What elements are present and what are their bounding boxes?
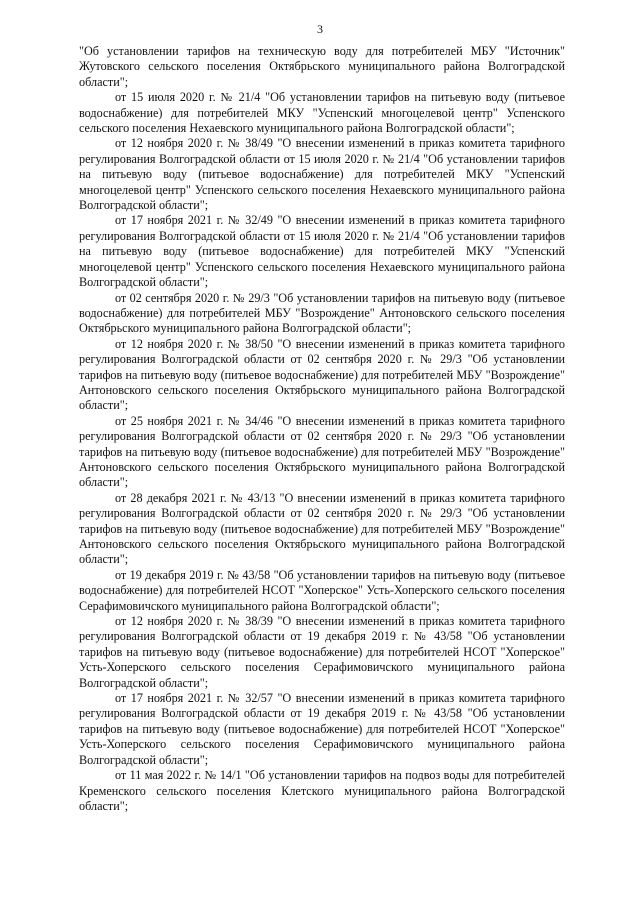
paragraph-6: от 12 ноября 2020 г. № 38/50 "О внесении изменений в приказ комитета тарифного регулирования Волгоградской области от 02 сентября 2020 г. № 29/3 "Об установлении тарифов на питьевую воду (питьевое водоснабжение) для потребителей МБУ "Возрождение" Антоновского сельского поселения Октябрьского муниципального района Волгоградской области"; (79, 336, 565, 413)
document-body (79, 44, 565, 814)
paragraph-12: от 11 мая 2022 г. № 14/1 "Об установлении тарифов на подвоз воды для потребителей Кременского сельского поселения Клетского муниципального района Волгоградской области"; (79, 768, 565, 813)
paragraph-10: от 12 ноября 2020 г. № 38/39 "О внесении изменений в приказ комитета тарифного регулирования Волгоградской области от 19 декабря 2019 г. № 43/58 "Об установлении тарифов на питьевую воду (питьевое водоснабжение) для потребителей НСОТ "Хоперское" Усть-Хоперского сельского поселения Серафимовичского муниципального района Волгоградской области"; (79, 614, 565, 690)
paragraph-1: "Об установлении тарифов на техническую воду для потребителей МБУ "Источник" Жутовского сельского поселения Октябрьского муниципального района Волгоградской области"; (79, 44, 565, 89)
paragraph-5: от 02 сентября 2020 г. № 29/3 "Об установлении тарифов на питьевую воду (питьевое водоснабжение) для потребителей МБУ "Возрождение" Антоновского сельского поселения Октябрьского муниципального района Волгоградской области"; (79, 290, 565, 336)
paragraph-8: от 28 декабря 2021 г. № 43/13 "О внесении изменений в приказ комитета тарифного регулирования Волгоградской области от 02 сентября 2020 г. № 29/3 "Об установлении тарифов на питьевую воду (питьевое водоснабжение) для потребителей МБУ "Возрождение" Антоновского сельского поселения Октябрьского муниципального района Волгоградской области"; (79, 490, 565, 567)
paragraph-11: от 17 ноября 2021 г. № 32/57 "О внесении изменений в приказ комитета тарифного регулирования Волгоградской области от 19 декабря 2019 г. № 43/58 "Об установлении тарифов на питьевую воду (питьевое водоснабжение) для потребителей НСОТ "Хоперское" Усть-Хоперского сельского поселения Серафимовичского муниципального района Волгоградской области"; (79, 691, 565, 767)
paragraph-3: от 12 ноября 2020 г. № 38/49 "О внесении изменений в приказ комитета тарифного регулирования Волгоградской области от 15 июля 2020 г. № 21/4 "Об установлении тарифов на питьевую воду (питьевое водоснабжение) для потребителей МКУ "Успенский многоцелевой центр" Успенского сельского поселения Нехаевского муниципального района Волгоградской области"; (79, 136, 565, 213)
page-number: 3 (317, 22, 323, 36)
paragraph-7: от 25 ноября 2021 г. № 34/46 "О внесении изменений в приказ комитета тарифного регулирования Волгоградской области от 02 сентября 2020 г. № 29/3 "Об установлении тарифов на питьевую воду (питьевое водоснабжение) для потребителей МБУ "Возрождение" Антоновского сельского поселения Октябрьского муниципального района Волгоградской области"; (79, 413, 565, 490)
paragraph-4: от 17 ноября 2021 г. № 32/49 "О внесении изменений в приказ комитета тарифного регулирования Волгоградской области от 15 июля 2020 г. № 21/4 "Об установлении тарифов на питьевую воду (питьевое водоснабжение) для потребителей МКУ "Успенский многоцелевой центр" Успенского сельского поселения Нехаевского муниципального района Волгоградской области"; (79, 213, 565, 290)
paragraph-9: от 19 декабря 2019 г. № 43/58 "Об установлении тарифов на питьевую воду (питьевое водоснабжение) для потребителей НСОТ "Хоперское" Усть-Хоперского сельского поселения Серафимовичского муниципального района Волгоградской области"; (79, 567, 565, 613)
paragraph-2: от 15 июля 2020 г. № 21/4 "Об установлении тарифов на питьевую воду (питьевое водоснабжение) для потребителей МКУ "Успенский многоцелевой центр" Успенского сельского поселения Нехаевского муниципального района Волгоградской области"; (79, 90, 565, 136)
